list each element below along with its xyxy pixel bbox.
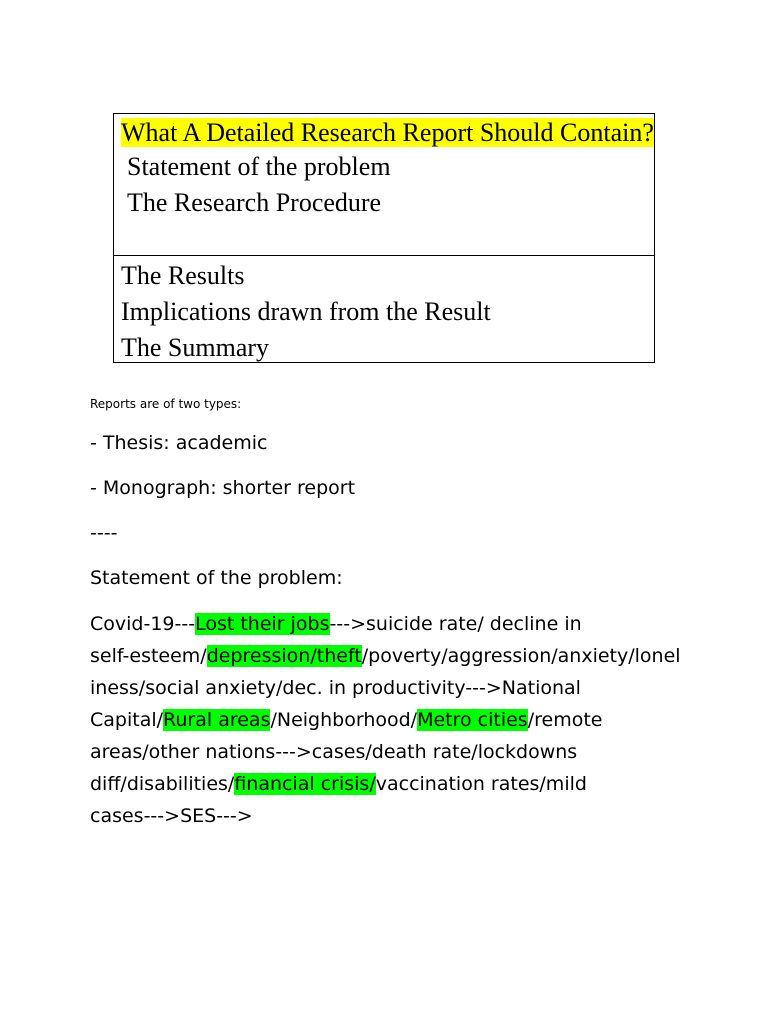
box-item-summary: The Summary: [121, 333, 270, 362]
type-monograph: - Monograph: shorter report: [90, 477, 356, 499]
paragraph-line-4: [90, 704, 681, 736]
box-item-implications: Implications drawn from the Result: [121, 297, 491, 326]
paragraph-line-6: [90, 768, 681, 800]
box-title-text: What A Detailed Research Report Should Contain?: [121, 118, 654, 147]
box-title: [121, 116, 654, 149]
text-segment: /poverty/aggression/anxiety/lonel: [361, 645, 681, 667]
paragraph-line-2: [90, 640, 681, 672]
paragraph-line-7: cases--->SES--->: [90, 805, 253, 827]
report-types-note: Reports are of two types:: [90, 397, 242, 411]
highlight-rural-areas: Rural areas: [163, 709, 271, 731]
box-bottom-section: [114, 256, 654, 362]
type-thesis: - Thesis: academic: [90, 432, 268, 454]
paragraph-line-1: [90, 608, 681, 640]
text-segment: Capital/: [90, 709, 164, 731]
text-segment: vaccination rates/mild: [375, 773, 587, 795]
statement-heading: Statement of the problem:: [90, 567, 343, 589]
box-item-procedure: The Research Procedure: [127, 188, 382, 217]
highlight-metro-cities: Metro cities: [417, 709, 528, 731]
paragraph-line-5: areas/other nations--->cases/death rate/lockdowns: [90, 741, 578, 763]
problem-paragraph: [90, 608, 681, 832]
text-segment: /remote: [527, 709, 603, 731]
report-contents-box: [113, 113, 655, 363]
paragraph-line-3: iness/social anxiety/dec. in productivity--->National: [90, 677, 581, 699]
highlight-financial-crisis: financial crisis/: [234, 773, 376, 795]
text-segment: --->suicide rate/ decline in: [329, 613, 582, 635]
separator: ----: [90, 522, 118, 544]
text-segment: /Neighborhood/: [270, 709, 418, 731]
text-segment: Covid-19---: [90, 613, 196, 635]
highlight-lost-jobs: Lost their jobs: [195, 613, 330, 635]
box-item-results: The Results: [121, 261, 245, 290]
highlight-depression-theft: depression/theft: [206, 645, 362, 667]
box-top-section: [114, 114, 654, 256]
box-item-statement: Statement of the problem: [127, 152, 391, 181]
text-segment: self-esteem/: [90, 645, 207, 667]
text-segment: diff/disabilities/: [90, 773, 235, 795]
